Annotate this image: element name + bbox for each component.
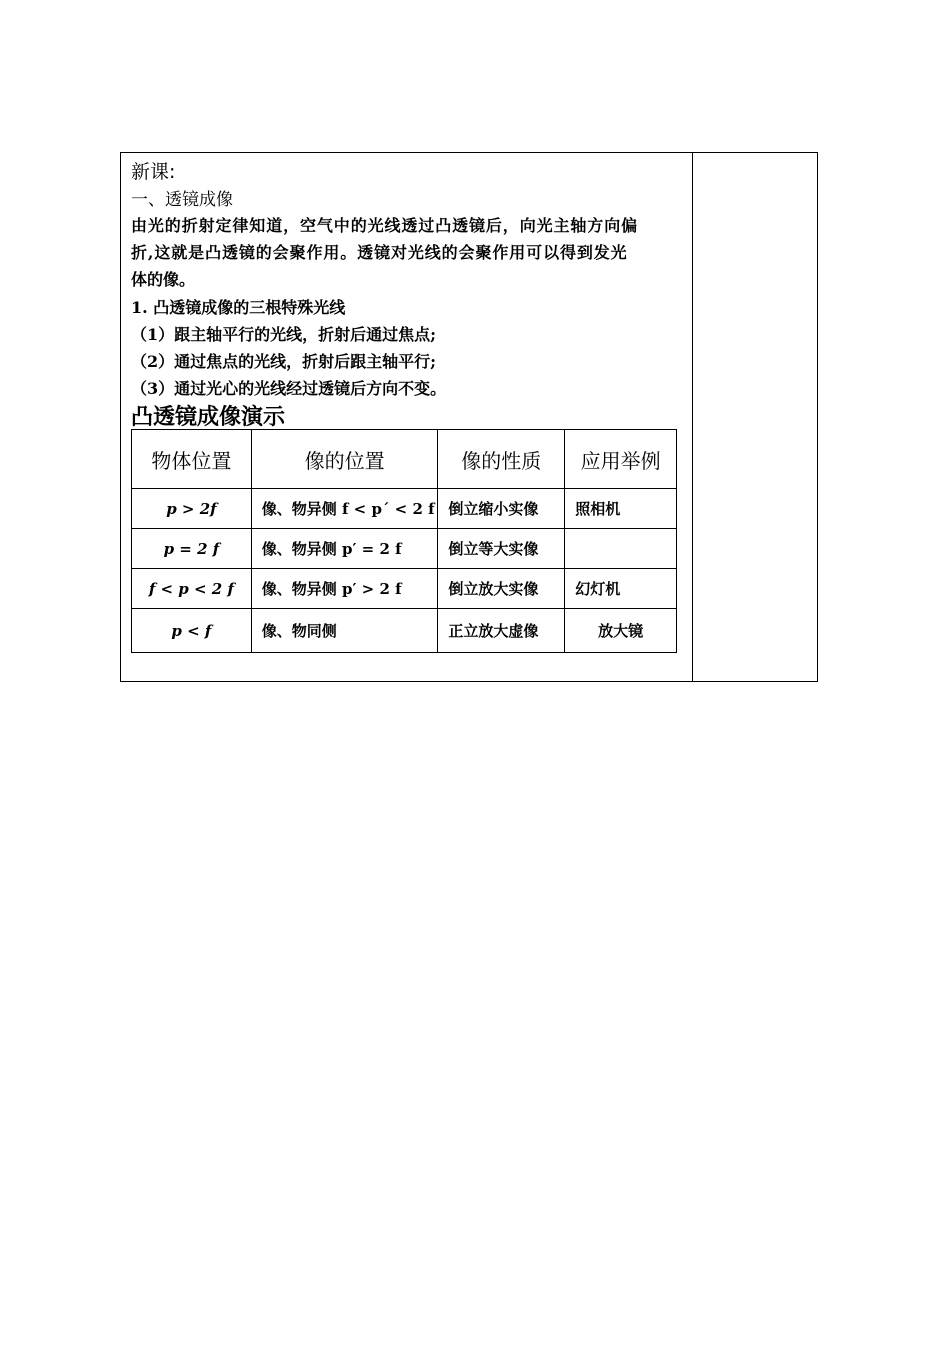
cell-nature: 倒立放大实像 bbox=[438, 569, 565, 609]
table-header-row bbox=[132, 430, 677, 489]
cell-condition: p < f bbox=[132, 609, 252, 653]
rays-title: 1. 凸透镜成像的三根特殊光线 bbox=[131, 298, 346, 317]
table-row bbox=[132, 529, 677, 569]
imaging-table bbox=[131, 429, 677, 653]
cell-condition: p > 2f bbox=[132, 489, 252, 529]
header-object-position: 物体位置 bbox=[132, 430, 252, 489]
demo-title: 凸透镜成像演示 bbox=[131, 404, 286, 430]
cell-application: 照相机 bbox=[565, 489, 677, 529]
intro-line-3: 体的像。 bbox=[131, 270, 196, 289]
ray-rule-3: （3）通过光心的光线经过透镜后方向不变。 bbox=[131, 379, 447, 398]
lesson-table-frame bbox=[120, 152, 818, 682]
cell-nature: 正立放大虚像 bbox=[438, 609, 565, 653]
table-row bbox=[132, 609, 677, 653]
ray-rule-1: （1）跟主轴平行的光线，折射后通过焦点; bbox=[131, 325, 437, 344]
cell-application: 放大镜 bbox=[565, 609, 677, 653]
cell-nature: 倒立等大实像 bbox=[438, 529, 565, 569]
new-lesson-heading: 新课: bbox=[131, 161, 176, 183]
intro-line-1: 由光的折射定律知道，空气中的光线透过凸透镜后，向光主轴方向偏 bbox=[131, 216, 639, 235]
cell-condition: f < p < 2 f bbox=[132, 569, 252, 609]
intro-line-2: 折,这就是凸透镜的会聚作用。透镜对光线的会聚作用可以得到发光 bbox=[131, 243, 628, 262]
header-image-position: 像的位置 bbox=[251, 430, 438, 489]
table-row bbox=[132, 569, 677, 609]
cell-position: 像、物异侧 f < p´ < 2 f bbox=[251, 489, 438, 529]
table-row bbox=[132, 489, 677, 529]
cell-application: 幻灯机 bbox=[565, 569, 677, 609]
ray-rule-2: （2）通过焦点的光线，折射后跟主轴平行; bbox=[131, 352, 437, 371]
header-image-nature: 像的性质 bbox=[438, 430, 565, 489]
cell-condition: p = 2 f bbox=[132, 529, 252, 569]
header-application: 应用举例 bbox=[565, 430, 677, 489]
cell-position: 像、物异侧 p′ = 2 f bbox=[251, 529, 438, 569]
section-heading: 一、透镜成像 bbox=[131, 190, 233, 210]
cell-position: 像、物异侧 p′ > 2 f bbox=[251, 569, 438, 609]
cell-position: 像、物同侧 bbox=[251, 609, 438, 653]
notes-column-divider bbox=[692, 153, 693, 681]
cell-application bbox=[565, 529, 677, 569]
cell-nature: 倒立缩小实像 bbox=[438, 489, 565, 529]
